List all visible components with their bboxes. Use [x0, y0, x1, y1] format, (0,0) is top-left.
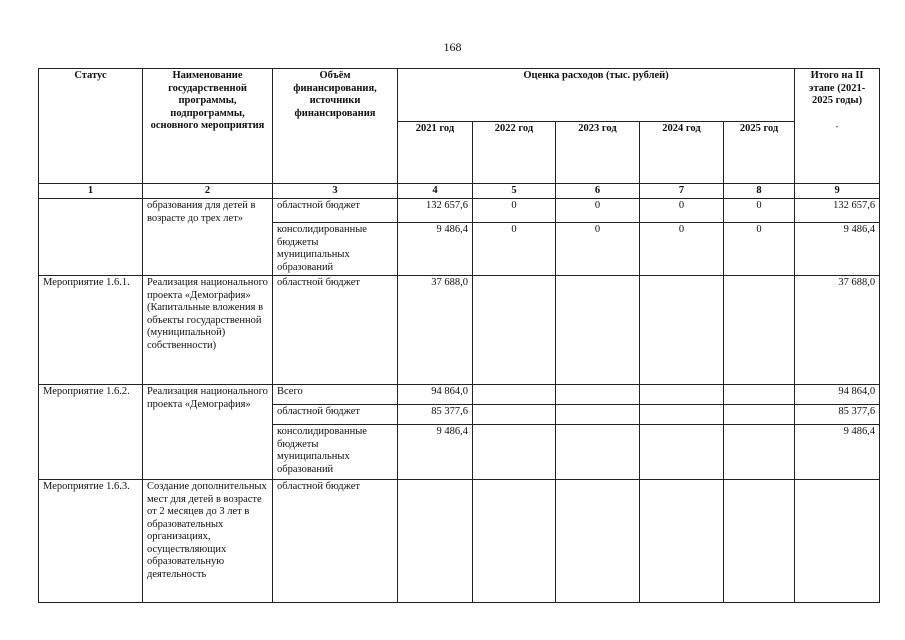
value-cell: [724, 385, 795, 405]
status-cell: Мероприятие 1.6.1.: [39, 276, 143, 385]
index-cell: 1: [39, 184, 143, 199]
index-cell: 9: [795, 184, 880, 199]
header-year: 2025 год: [724, 122, 795, 184]
value-cell: 0: [473, 199, 556, 223]
total-cell: 9 486,4: [795, 425, 880, 480]
source-cell: областной бюджет: [273, 199, 398, 223]
value-cell: 94 864,0: [398, 385, 473, 405]
header-total-mark: ·: [835, 121, 839, 133]
name-cell: образования для детей в возрасте до трех лет»: [143, 199, 273, 276]
value-cell: [556, 385, 640, 405]
header-year: 2021 год: [398, 122, 473, 184]
value-cell: [724, 276, 795, 385]
value-cell: [473, 276, 556, 385]
value-cell: 0: [556, 223, 640, 276]
value-cell: 0: [640, 223, 724, 276]
value-cell: [556, 425, 640, 480]
page-number: 168: [443, 40, 462, 54]
value-cell: 0: [640, 199, 724, 223]
value-cell: [473, 385, 556, 405]
source-cell: областной бюджет: [273, 276, 398, 385]
value-cell: [473, 480, 556, 603]
value-cell: 0: [556, 199, 640, 223]
table-row: [39, 199, 880, 223]
total-cell: 37 688,0: [795, 276, 880, 385]
status-cell: Мероприятие 1.6.3.: [39, 480, 143, 603]
source-cell: областной бюджет: [273, 405, 398, 425]
index-cell: 3: [273, 184, 398, 199]
status-cell: Мероприятие 1.6.2.: [39, 385, 143, 480]
total-cell: 94 864,0: [795, 385, 880, 405]
value-cell: [724, 480, 795, 603]
value-cell: [724, 425, 795, 480]
value-cell: [556, 405, 640, 425]
value-cell: 9 486,4: [398, 425, 473, 480]
table-row: [39, 480, 880, 603]
header-year: 2023 год: [556, 122, 640, 184]
index-cell: 8: [724, 184, 795, 199]
index-cell: 7: [640, 184, 724, 199]
index-cell: 4: [398, 184, 473, 199]
header-year: 2022 год: [473, 122, 556, 184]
value-cell: [724, 405, 795, 425]
source-cell: консолидированные бюджеты муниципальных образований: [273, 425, 398, 480]
value-cell: [556, 276, 640, 385]
value-cell: [398, 480, 473, 603]
total-cell: 132 657,6: [795, 199, 880, 223]
header-status: Статус: [39, 69, 143, 184]
value-cell: 37 688,0: [398, 276, 473, 385]
header-year: 2024 год: [640, 122, 724, 184]
header-total-label: Итого на II этапе (2021-2025 годы): [808, 70, 866, 106]
value-cell: [640, 480, 724, 603]
value-cell: 132 657,6: [398, 199, 473, 223]
index-cell: 6: [556, 184, 640, 199]
header-name: Наименование государственной программы, подпрограммы, основного мероприятия: [143, 69, 273, 184]
header-funding: Объём финансирования, источники финансирования: [273, 69, 398, 184]
index-row: [39, 184, 880, 199]
status-cell: [39, 199, 143, 276]
index-cell: 5: [473, 184, 556, 199]
header-total: [795, 69, 880, 184]
source-cell: областной бюджет: [273, 480, 398, 603]
value-cell: 0: [473, 223, 556, 276]
total-cell: 85 377,6: [795, 405, 880, 425]
total-cell: [795, 480, 880, 603]
value-cell: 9 486,4: [398, 223, 473, 276]
budget-table: [38, 68, 880, 603]
value-cell: [640, 276, 724, 385]
header-costs: Оценка расходов (тыс. рублей): [398, 69, 795, 122]
value-cell: [473, 425, 556, 480]
source-cell: консолидированные бюджеты муниципальных образований: [273, 223, 398, 276]
value-cell: 0: [724, 199, 795, 223]
name-cell: Создание дополнительных мест для детей в возрасте от 2 месяцев до 3 лет в образовательных организациях, осуществляющих образовательную деятельность: [143, 480, 273, 603]
name-cell: Реализация национального проекта «Демография» (Капитальные вложения в объекты государственной (муниципальной) собственности): [143, 276, 273, 385]
value-cell: [556, 480, 640, 603]
total-cell: 9 486,4: [795, 223, 880, 276]
header-row: [39, 69, 880, 122]
name-cell: Реализация национального проекта «Демография»: [143, 385, 273, 480]
table-row: [39, 276, 880, 385]
source-cell: Всего: [273, 385, 398, 405]
value-cell: 85 377,6: [398, 405, 473, 425]
value-cell: [473, 405, 556, 425]
table-row: [39, 385, 880, 405]
index-cell: 2: [143, 184, 273, 199]
value-cell: 0: [724, 223, 795, 276]
value-cell: [640, 385, 724, 405]
value-cell: [640, 405, 724, 425]
value-cell: [640, 425, 724, 480]
